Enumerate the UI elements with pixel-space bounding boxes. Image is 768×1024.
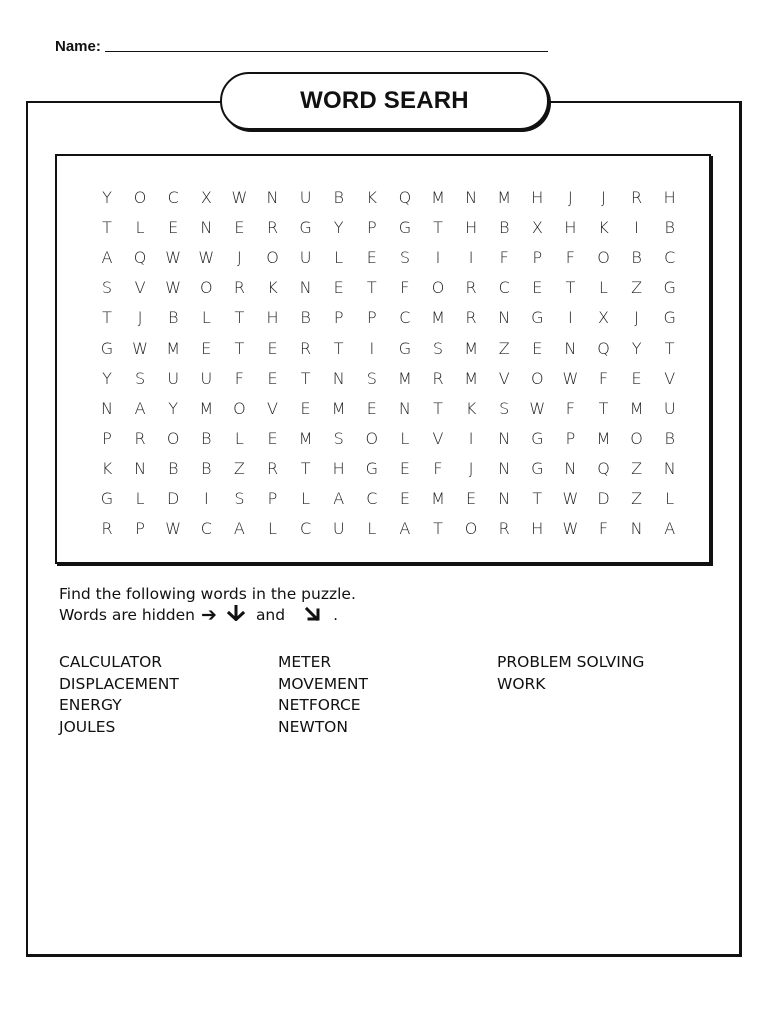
grid-letter-r4-c5[interactable]: H: [266, 308, 279, 328]
grid-letter-r5-c14[interactable]: N: [564, 338, 577, 358]
grid-letter-r4-c16[interactable]: J: [634, 308, 639, 328]
name-label: Name:: [55, 38, 101, 55]
grid-letter-r9-c13[interactable]: G: [531, 458, 544, 478]
grid-letter-r1-c17[interactable]: B: [664, 218, 675, 238]
grid-letter-r3-c4[interactable]: R: [233, 278, 245, 298]
grid-letter-r6-c14[interactable]: W: [562, 368, 579, 388]
grid-letter-r0-c12[interactable]: M: [497, 188, 512, 207]
grid-letter-r3-c3[interactable]: O: [200, 278, 213, 298]
grid-letter-r7-c13[interactable]: W: [529, 398, 546, 418]
grid-letter-r2-c5[interactable]: O: [266, 248, 279, 268]
grid-letter-r0-c13[interactable]: H: [531, 188, 544, 207]
grid-letter-r7-c10[interactable]: T: [433, 398, 443, 418]
grid-letter-r4-c12[interactable]: N: [498, 308, 511, 328]
grid-letter-r10-c10[interactable]: M: [431, 489, 445, 508]
grid-letter-r0-c3[interactable]: X: [200, 188, 212, 207]
grid-letter-r10-c2[interactable]: D: [167, 489, 180, 508]
grid-letter-r8-c1[interactable]: R: [134, 428, 146, 448]
grid-letter-r3-c14[interactable]: T: [565, 278, 576, 298]
page-title: WORD SEARH: [300, 87, 469, 114]
grid-letter-r3-c17[interactable]: G: [663, 278, 676, 298]
grid-letter-r2-c13[interactable]: P: [532, 248, 543, 268]
grid-letter-r0-c1[interactable]: O: [133, 188, 147, 207]
grid-letter-r8-c8[interactable]: O: [365, 428, 379, 448]
grid-letter-r5-c13[interactable]: E: [532, 338, 543, 358]
grid-letter-r9-c4[interactable]: Z: [233, 458, 245, 478]
grid-letter-r0-c16[interactable]: R: [631, 188, 643, 207]
grid-letter-r2-c14[interactable]: F: [565, 248, 575, 268]
grid-letter-r1-c3[interactable]: N: [200, 218, 213, 238]
grid-letter-r3-c8[interactable]: T: [366, 278, 377, 298]
grid-letter-r1-c5[interactable]: R: [266, 218, 279, 238]
grid-letter-r6-c16[interactable]: E: [631, 368, 642, 388]
grid-letter-r7-c16[interactable]: M: [629, 398, 644, 418]
grid-letter-r11-c17[interactable]: A: [664, 519, 676, 539]
grid-letter-r7-c5[interactable]: V: [267, 398, 278, 418]
grid-letter-r9-c9[interactable]: E: [399, 458, 410, 478]
grid-letter-r10-c15[interactable]: D: [597, 489, 610, 508]
grid-letter-r6-c9[interactable]: M: [397, 368, 412, 388]
grid-letter-r7-c7[interactable]: M: [331, 398, 346, 418]
word-item: NETFORCE: [278, 696, 361, 714]
grid-letter-r4-c14[interactable]: I: [568, 308, 573, 328]
grid-letter-r1-c4[interactable]: E: [234, 218, 245, 238]
instructions-line-2: [59, 605, 356, 626]
grid-letter-r10-c1[interactable]: L: [135, 489, 145, 508]
grid-letter-r3-c1[interactable]: V: [134, 278, 146, 298]
grid-letter-r10-c5[interactable]: P: [267, 489, 278, 508]
grid-letter-r3-c12[interactable]: C: [498, 278, 510, 298]
grid-letter-r11-c6[interactable]: C: [300, 519, 312, 539]
grid-letter-r4-c8[interactable]: P: [366, 308, 377, 328]
grid-letter-r1-c16[interactable]: I: [634, 218, 639, 238]
grid-letter-r7-c15[interactable]: T: [598, 398, 609, 418]
grid-letter-r6-c11[interactable]: M: [464, 368, 478, 388]
grid-letter-r0-c5[interactable]: N: [266, 188, 279, 207]
grid-letter-r11-c4[interactable]: A: [233, 519, 245, 539]
grid-letter-r6-c0[interactable]: Y: [102, 368, 112, 388]
grid-letter-r1-c13[interactable]: X: [531, 218, 543, 238]
grid-letter-r8-c4[interactable]: L: [234, 428, 244, 448]
grid-letter-r8-c13[interactable]: G: [531, 428, 544, 448]
grid-letter-r7-c2[interactable]: Y: [168, 398, 179, 418]
grid-letter-r9-c16[interactable]: Z: [631, 458, 643, 478]
grid-letter-r3-c13[interactable]: E: [532, 278, 543, 298]
grid-letter-r8-c5[interactable]: E: [267, 428, 278, 448]
word-item: DISPLACEMENT: [59, 674, 179, 693]
instructions-prefix: Words are hidden: [59, 606, 196, 624]
grid-letter-r0-c0[interactable]: Y: [102, 188, 112, 207]
arrow-diagonal-icon: [305, 605, 321, 626]
grid-letter-r3-c0[interactable]: S: [101, 278, 113, 298]
grid-letter-r11-c9[interactable]: A: [399, 519, 411, 539]
grid-letter-r7-c11[interactable]: K: [465, 398, 477, 418]
grid-letter-r4-c13[interactable]: G: [531, 308, 544, 328]
grid-letter-r2-c7[interactable]: L: [334, 248, 344, 268]
arrow-down-icon: [227, 605, 245, 626]
grid-letter-r4-c15[interactable]: X: [598, 308, 609, 328]
grid-letter-r5-c9[interactable]: G: [398, 338, 412, 358]
grid-letter-r0-c11[interactable]: N: [465, 188, 478, 207]
grid-letter-r2-c6[interactable]: U: [299, 248, 312, 268]
grid-letter-r2-c16[interactable]: B: [631, 248, 642, 268]
grid-letter-r11-c2[interactable]: W: [165, 519, 182, 539]
grid-letter-r6-c2[interactable]: U: [167, 368, 180, 388]
grid-letter-r10-c3[interactable]: I: [203, 489, 209, 508]
grid-letter-r10-c17[interactable]: L: [665, 489, 675, 508]
instructions-period: .: [333, 606, 339, 624]
grid-letter-r6-c6[interactable]: T: [300, 368, 311, 388]
grid-letter-r8-c9[interactable]: L: [400, 428, 410, 448]
grid-letter-r1-c1[interactable]: L: [135, 218, 145, 238]
grid-letter-r11-c3[interactable]: C: [200, 519, 212, 539]
grid-letter-r1-c0[interactable]: T: [102, 218, 112, 238]
grid-letter-r8-c11[interactable]: I: [468, 428, 474, 448]
grid-letter-r4-c1[interactable]: J: [137, 308, 143, 328]
grid-letter-r7-c9[interactable]: N: [398, 398, 411, 418]
grid-letter-r2-c10[interactable]: I: [435, 248, 441, 268]
grid-letter-r8-c17[interactable]: B: [664, 428, 675, 448]
grid-letter-r5-c5[interactable]: E: [267, 338, 278, 358]
grid-letter-r9-c15[interactable]: Q: [597, 458, 610, 478]
grid-letter-r8-c2[interactable]: O: [166, 428, 180, 448]
grid-letter-r9-c3[interactable]: B: [201, 458, 212, 478]
grid-letter-r4-c6[interactable]: B: [300, 308, 311, 328]
word-item: WORK: [497, 674, 546, 693]
grid-letter-r1-c12[interactable]: B: [498, 218, 510, 238]
grid-letter-r11-c13[interactable]: H: [531, 519, 544, 539]
grid-letter-r0-c7[interactable]: B: [333, 188, 344, 207]
grid-letter-r1-c7[interactable]: Y: [333, 218, 344, 238]
grid-letter-r10-c16[interactable]: Z: [631, 489, 643, 508]
word-item: ENERGY: [59, 696, 122, 714]
grid-letter-r5-c10[interactable]: S: [432, 338, 444, 358]
grid-letter-r8-c14[interactable]: P: [565, 428, 576, 448]
grid-letter-r7-c14[interactable]: F: [565, 398, 575, 418]
word-item: CALCULATOR: [59, 653, 163, 671]
grid-letter-r3-c10[interactable]: O: [431, 278, 445, 298]
grid-letter-r2-c2[interactable]: W: [165, 248, 182, 268]
grid-letter-r6-c13[interactable]: O: [531, 368, 544, 388]
name-row: [55, 38, 548, 55]
grid-letter-r2-c1[interactable]: Q: [133, 248, 147, 268]
grid-letter-r2-c17[interactable]: C: [664, 248, 676, 268]
grid-letter-r4-c0[interactable]: T: [102, 308, 112, 328]
grid-letter-r10-c4[interactable]: S: [234, 489, 245, 508]
grid-letter-r9-c8[interactable]: G: [365, 458, 378, 478]
grid-letter-r7-c6[interactable]: E: [300, 398, 311, 418]
grid-letter-r10-c13[interactable]: T: [532, 489, 543, 508]
grid-letter-r1-c15[interactable]: K: [598, 218, 609, 238]
grid-letter-r0-c15[interactable]: J: [601, 188, 606, 207]
grid-letter-r11-c8[interactable]: L: [367, 519, 377, 539]
grid-letter-r5-c2[interactable]: M: [166, 338, 181, 358]
grid-letter-r9-c17[interactable]: N: [663, 458, 676, 478]
grid-letter-r9-c14[interactable]: N: [564, 458, 577, 478]
grid-letter-r9-c11[interactable]: J: [468, 458, 474, 478]
grid-letter-r7-c8[interactable]: E: [366, 398, 377, 418]
grid-letter-r8-c6[interactable]: M: [298, 428, 313, 448]
grid-letter-r9-c12[interactable]: N: [498, 458, 511, 478]
grid-letter-r10-c11[interactable]: E: [466, 489, 477, 508]
grid-letter-r1-c9[interactable]: G: [398, 218, 412, 238]
grid-letter-r5-c0[interactable]: G: [100, 338, 114, 358]
instructions-line-1: Find the following words in the puzzle.: [59, 585, 356, 603]
grid-letter-r11-c16[interactable]: N: [630, 519, 643, 539]
grid-letter-r1-c14[interactable]: H: [564, 218, 577, 238]
word-list-column-2: [278, 652, 368, 738]
grid-letter-r4-c17[interactable]: G: [663, 308, 676, 328]
grid-letter-r10-c8[interactable]: C: [366, 489, 378, 508]
grid-letter-r3-c9[interactable]: F: [400, 278, 410, 298]
grid-letter-r9-c7[interactable]: H: [332, 458, 345, 478]
grid-letter-r9-c6[interactable]: T: [300, 458, 311, 478]
grid-letter-r2-c15[interactable]: O: [597, 248, 610, 268]
grid-letter-r3-c2[interactable]: W: [165, 278, 182, 298]
grid-letter-r6-c17[interactable]: V: [664, 368, 676, 388]
grid-letter-r0-c2[interactable]: C: [167, 188, 179, 207]
word-list-column-1: [59, 652, 179, 738]
grid-letter-r0-c8[interactable]: K: [366, 188, 378, 207]
grid-letter-r2-c0[interactable]: A: [101, 248, 113, 268]
name-line[interactable]: [105, 51, 548, 52]
grid-letter-r5-c3[interactable]: E: [201, 338, 212, 358]
grid-letter-r4-c3[interactable]: L: [201, 308, 211, 328]
grid-letter-r2-c9[interactable]: S: [399, 248, 410, 268]
grid-letter-r5-c15[interactable]: Q: [597, 338, 610, 358]
grid-letter-r10-c9[interactable]: E: [399, 489, 410, 508]
grid-letter-r9-c10[interactable]: F: [433, 458, 443, 478]
grid-letter-r5-c1[interactable]: W: [132, 338, 148, 358]
grid-letter-r3-c5[interactable]: K: [267, 278, 278, 298]
grid-letter-r6-c12[interactable]: V: [498, 368, 510, 388]
grid-letter-r6-c15[interactable]: F: [598, 368, 609, 388]
grid-letter-r4-c11[interactable]: R: [465, 308, 477, 328]
grid-letter-r6-c3[interactable]: U: [200, 368, 213, 388]
grid-letter-r10-c7[interactable]: A: [333, 489, 345, 508]
word-item: PROBLEM SOLVING: [497, 653, 645, 671]
grid-letter-r2-c12[interactable]: F: [499, 248, 509, 268]
grid-letter-r7-c3[interactable]: M: [199, 398, 214, 418]
grid-letter-r5-c12[interactable]: Z: [498, 338, 510, 358]
grid-letter-r7-c12[interactable]: S: [499, 398, 510, 418]
grid-letter-r0-c9[interactable]: Q: [398, 188, 412, 207]
grid-letter-r0-c10[interactable]: M: [431, 188, 445, 207]
grid-letter-r5-c11[interactable]: M: [464, 338, 478, 358]
grid-letter-r6-c7[interactable]: N: [332, 368, 345, 388]
grid-letter-r6-c1[interactable]: S: [135, 368, 146, 388]
grid-letter-r1-c6[interactable]: G: [299, 218, 312, 238]
grid-letter-r5-c4[interactable]: T: [234, 338, 245, 358]
grid-letter-r7-c1[interactable]: A: [134, 398, 146, 418]
grid-letter-r5-c8[interactable]: I: [369, 338, 375, 358]
grid-letter-r11-c14[interactable]: W: [562, 519, 579, 539]
grid-letter-r11-c11[interactable]: O: [464, 519, 478, 539]
grid-letter-r10-c12[interactable]: N: [498, 489, 511, 508]
grid-letter-r10-c0[interactable]: G: [100, 489, 114, 508]
grid-letter-r1-c11[interactable]: H: [465, 218, 478, 238]
grid-letter-r8-c12[interactable]: N: [498, 428, 511, 448]
word-item: METER: [278, 653, 332, 671]
grid-letter-r6-c8[interactable]: S: [366, 368, 377, 388]
grid-letter-r0-c6[interactable]: U: [299, 188, 312, 207]
grid-letter-r7-c4[interactable]: O: [233, 398, 246, 418]
grid-letter-r9-c2[interactable]: B: [167, 458, 179, 478]
instructions-and: and: [255, 606, 286, 624]
grid-letter-r3-c7[interactable]: E: [333, 278, 344, 298]
grid-letter-r8-c16[interactable]: O: [630, 428, 643, 448]
grid-letter-r4-c4[interactable]: T: [234, 308, 245, 328]
grid-letter-r8-c10[interactable]: V: [432, 428, 444, 448]
grid-letter-r8-c0[interactable]: P: [102, 428, 112, 448]
grid-letter-r11-c15[interactable]: F: [598, 519, 609, 539]
grid-letter-r5-c17[interactable]: T: [664, 338, 675, 358]
grid-letter-r2-c4[interactable]: J: [237, 248, 242, 268]
grid-letter-r2-c3[interactable]: W: [198, 248, 215, 268]
grid-letter-r10-c6[interactable]: L: [301, 489, 311, 508]
grid-letter-r6-c5[interactable]: E: [267, 368, 278, 388]
grid-letter-r3-c15[interactable]: L: [599, 278, 608, 298]
grid-letter-r11-c5[interactable]: L: [268, 519, 277, 539]
grid-letter-r10-c14[interactable]: W: [562, 489, 579, 508]
grid-letter-r11-c12[interactable]: R: [498, 519, 510, 539]
grid-letter-r9-c1[interactable]: N: [134, 458, 147, 478]
grid-letter-r1-c2[interactable]: E: [168, 218, 179, 238]
grid-letter-r3-c16[interactable]: Z: [631, 278, 643, 298]
word-item: JOULES: [59, 717, 116, 736]
grid-letter-r5-c6[interactable]: R: [300, 338, 312, 358]
grid-letter-r8-c3[interactable]: B: [201, 428, 212, 448]
grid-letter-r4-c7[interactable]: P: [333, 308, 344, 328]
grid-letter-r7-c0[interactable]: N: [101, 398, 113, 418]
grid-letter-r5-c7[interactable]: T: [333, 338, 344, 358]
grid-letter-r5-c16[interactable]: Y: [631, 338, 642, 358]
title-banner: [220, 72, 549, 130]
grid-letter-r2-c8[interactable]: E: [366, 248, 377, 268]
grid-letter-r9-c5[interactable]: R: [266, 458, 279, 478]
grid-letter-r1-c8[interactable]: P: [366, 218, 377, 238]
grid-letter-r11-c0[interactable]: R: [101, 519, 113, 539]
word-item: NEWTON: [278, 717, 348, 736]
grid-letter-r0-c17[interactable]: H: [663, 188, 676, 207]
grid-letter-r11-c10[interactable]: T: [433, 519, 443, 539]
grid-letter-r8-c15[interactable]: M: [596, 428, 611, 448]
grid-letter-r1-c10[interactable]: T: [433, 218, 443, 238]
grid-letter-r3-c6[interactable]: N: [299, 278, 312, 298]
grid-letter-r4-c9[interactable]: C: [399, 308, 411, 328]
grid-letter-r3-c11[interactable]: R: [465, 278, 477, 298]
grid-letter-r7-c17[interactable]: U: [663, 398, 676, 418]
grid-letter-r11-c7[interactable]: U: [332, 519, 345, 539]
grid-letter-r9-c0[interactable]: K: [101, 458, 113, 478]
grid-letter-r4-c10[interactable]: M: [431, 308, 445, 328]
arrow-right-icon: ➔: [201, 604, 217, 626]
grid-letter-r11-c1[interactable]: P: [135, 519, 145, 539]
grid-letter-r6-c4[interactable]: F: [234, 368, 244, 388]
instructions: [59, 584, 356, 626]
grid-letter-r6-c10[interactable]: R: [432, 368, 444, 388]
word-item: MOVEMENT: [278, 674, 368, 693]
grid-letter-r8-c7[interactable]: S: [333, 428, 344, 448]
grid-letter-r4-c2[interactable]: B: [167, 308, 179, 328]
puzzle-grid: [55, 154, 711, 564]
grid-letter-r2-c11[interactable]: I: [468, 248, 474, 268]
grid-letter-r0-c4[interactable]: W: [231, 188, 248, 207]
grid-letter-r0-c14[interactable]: J: [568, 188, 573, 207]
word-list-column-3: [497, 652, 644, 695]
